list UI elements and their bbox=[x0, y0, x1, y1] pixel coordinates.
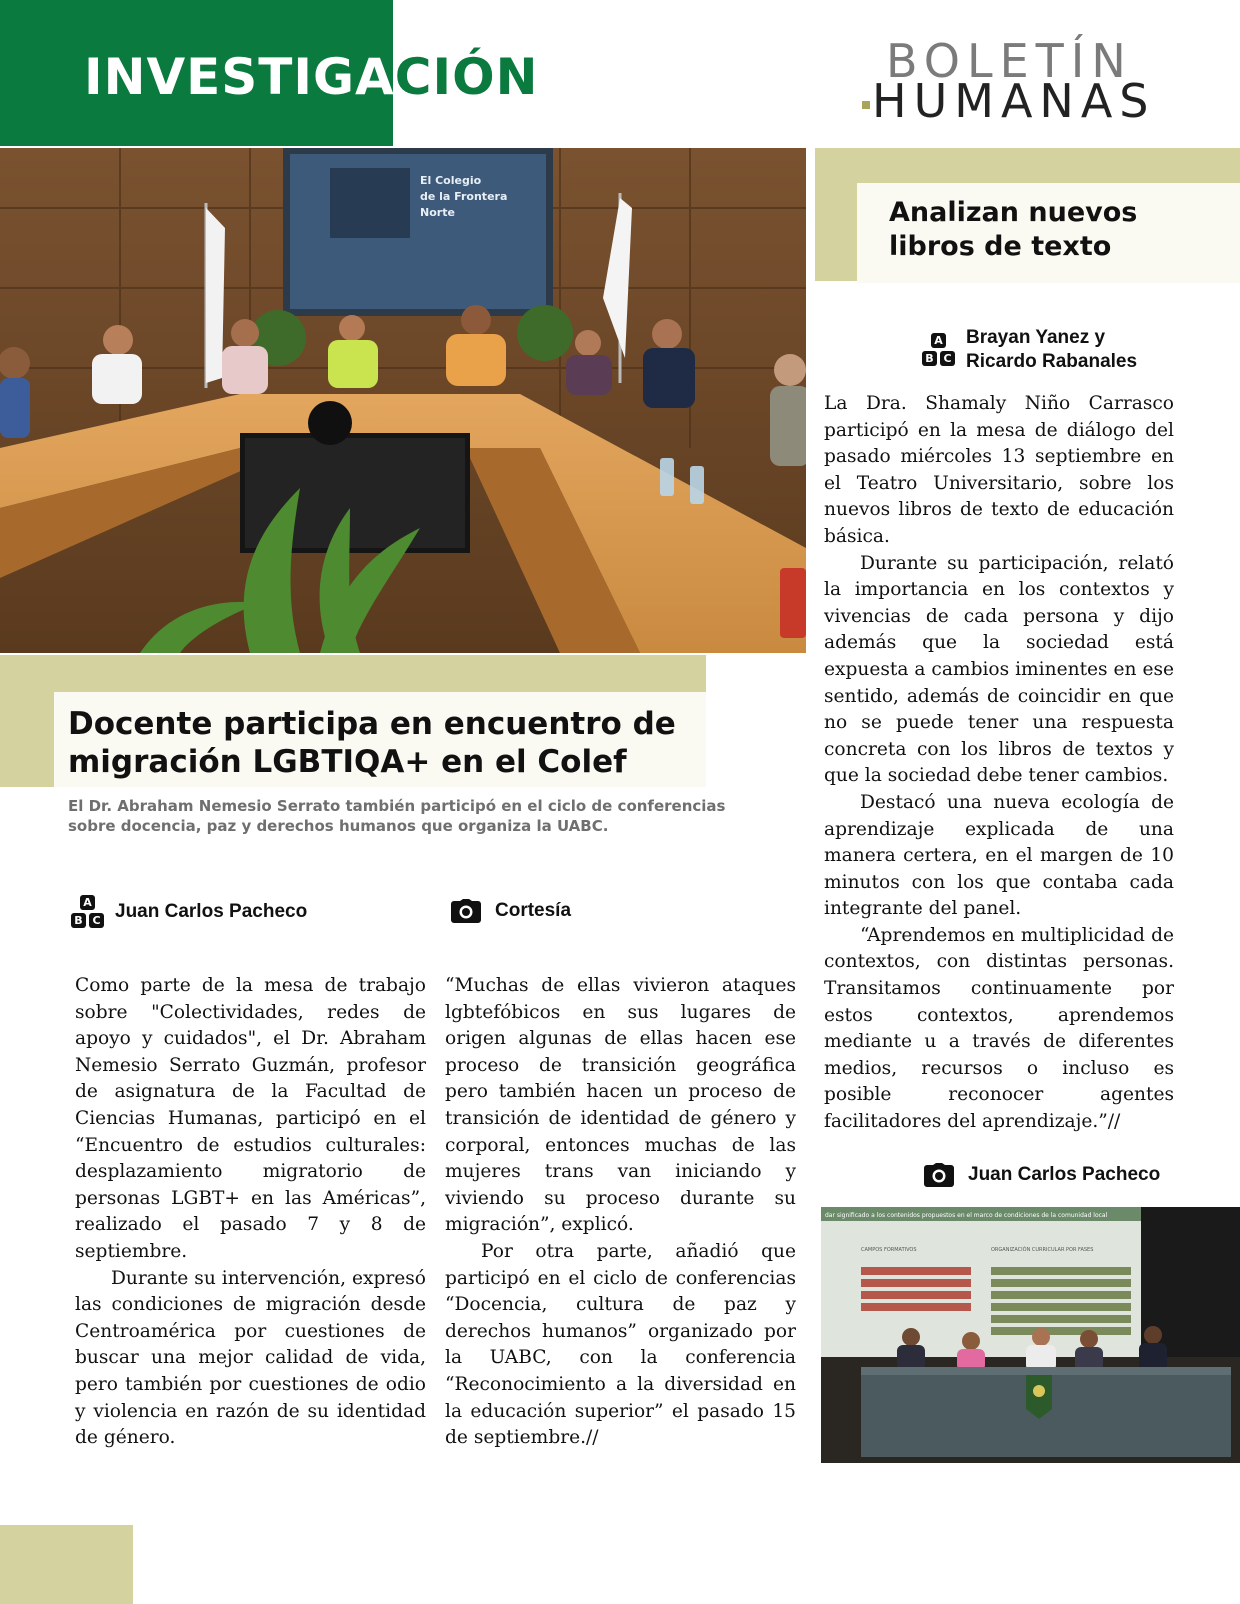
side-photo bbox=[821, 1207, 1240, 1463]
brand-logo bbox=[862, 34, 1182, 128]
side-article-body bbox=[824, 391, 1174, 1136]
main-col2-paragraph-1: “Muchas de ellas vivieron ataques lgbtefóbicos en sus lugares de origen algunas de ellas hacen ese proceso de transición geográfica pero también hacen un proceso de transición de identidad de género y corporal, entonces muchas de las mujeres trans van iniciando y viviendo su proceso durante su migración”, explicó. bbox=[445, 975, 796, 1236]
brand-bottom bbox=[862, 74, 1156, 128]
slide-left-heading: CAMPOS FORMATIVOS bbox=[861, 1247, 917, 1253]
main-subhead bbox=[68, 796, 798, 836]
abc-author-icon: A B C bbox=[71, 895, 105, 929]
main-col1-paragraph-2: Durante su intervención, expresó las condiciones de migración desde Centroamérica por cuestiones de buscar una mejor calidad de vida, pero también por cuestiones de odio y violencia en razón de su identidad de género. bbox=[75, 1267, 426, 1449]
section-title-part-a: INVESTIGA bbox=[84, 48, 395, 106]
slide-right-heading: ORGANIZACIÓN CURRICULAR POR FASES bbox=[991, 1247, 1094, 1253]
side-author-credit bbox=[922, 326, 1137, 374]
headline-band bbox=[0, 655, 706, 692]
side-paragraph-1: La Dra. Shamaly Niño Carrasco participó en la mesa de diálogo del pasado miércoles 13 septiembre en el Teatro Universitario, sobre los nuevos libros de texto de educación básica. bbox=[824, 393, 1174, 547]
main-photo-credit-name: Cortesía bbox=[495, 900, 572, 921]
main-col2-paragraph-2: Por otra parte, añadió que participó en el ciclo de conferencias “Docencia, cultura de paz y derechos humanos” organizado por la UABC, con la conferencia “Reconocimiento a la diversidad en la educación superior” el pasado 15 de septiembre.// bbox=[445, 1240, 796, 1449]
main-author-name: Juan Carlos Pacheco bbox=[115, 901, 308, 922]
slide-banner-text: dar significado a los contenidos propuestos en el marco de condiciones de la comunidad local bbox=[825, 1212, 1108, 1219]
side-photo-credit bbox=[924, 1163, 1160, 1187]
brand-mark bbox=[862, 101, 870, 109]
brand-top: BOLETÍN bbox=[886, 34, 1133, 88]
side-title-line2: libros de texto bbox=[889, 231, 1112, 262]
side-author-line1: Brayan Yanez y bbox=[966, 327, 1106, 348]
subhead-line1: El Dr. Abraham Nemesio Serrato también participó en el ciclo de conferencias bbox=[68, 797, 726, 815]
brand-bottom-text: HUMANAS bbox=[872, 74, 1156, 128]
section-title bbox=[84, 48, 538, 106]
side-title-line1: Analizan nuevos bbox=[889, 197, 1138, 228]
main-photo-illustration bbox=[0, 148, 806, 653]
side-photo-illustration bbox=[821, 1207, 1240, 1463]
side-article-title bbox=[889, 196, 1137, 264]
headline-line1: Docente participa en encuentro de bbox=[68, 706, 676, 742]
side-paragraph-4: “Aprendemos en multiplicidad de contextos, con distintas personas. Transitamos continuamente por estos contextos, aprendemos mediante u a través de diferentes medios, recursos o incluso es posible reconocer agentes facilitadores del aprendizaje.”// bbox=[824, 924, 1174, 1133]
subhead-line2: sobre docencia, paz y derechos humanos que organiza la UABC. bbox=[68, 817, 609, 835]
headline-stub bbox=[0, 692, 54, 787]
camera-icon bbox=[924, 1163, 954, 1187]
main-col1-paragraph-1: Como parte de la mesa de trabajo sobre "Colectividades, redes de apoyo y cuidados", el Dr. Abraham Nemesio Serrato Guzmán, profesor de asignatura de la Facultad de Ciencias Humanas, participó en el “Encuentro de estudios culturales: desplazamiento migratorio de personas LGBT+ en las Américas”, realizado el pasado 7 y 8 de septiembre. bbox=[75, 975, 426, 1262]
main-headline bbox=[68, 705, 728, 781]
side-author-name bbox=[966, 326, 1137, 374]
main-photo-credit bbox=[451, 899, 571, 923]
section-title-part-b: CIÓN bbox=[394, 48, 539, 106]
screen-text-3: Norte bbox=[420, 206, 455, 219]
screen-text-2: de la Frontera bbox=[420, 190, 508, 203]
main-article-column-1 bbox=[75, 973, 426, 1452]
main-article-column-2 bbox=[445, 973, 796, 1452]
side-author-line2: Ricardo Rabanales bbox=[966, 351, 1138, 372]
camera-icon bbox=[451, 899, 481, 923]
side-paragraph-3: Destacó una nueva ecología de aprendizaje explicada de una manera certera, en el margen de 10 minutos con los que contaba cada integrante del panel. bbox=[824, 791, 1174, 920]
footer-band bbox=[0, 1525, 133, 1604]
abc-author-icon: A B C bbox=[922, 333, 956, 367]
main-author-credit bbox=[71, 895, 307, 929]
side-paragraph-2: Durante su participación, relató la importancia en los contextos y vivencias de cada persona y dijo además que la sociedad está expuesta a cambios iminentes en ese sentido, además de coincidir en que no se puede tener una respuesta concreta con los libros de textos y que la sociedad debe tener cambios. bbox=[824, 552, 1174, 787]
main-photo bbox=[0, 148, 806, 653]
headline-line2: migración LGBTIQA+ en el Colef bbox=[68, 744, 627, 780]
side-photo-credit-name: Juan Carlos Pacheco bbox=[968, 1164, 1161, 1185]
screen-text-1: El Colegio bbox=[420, 174, 482, 187]
